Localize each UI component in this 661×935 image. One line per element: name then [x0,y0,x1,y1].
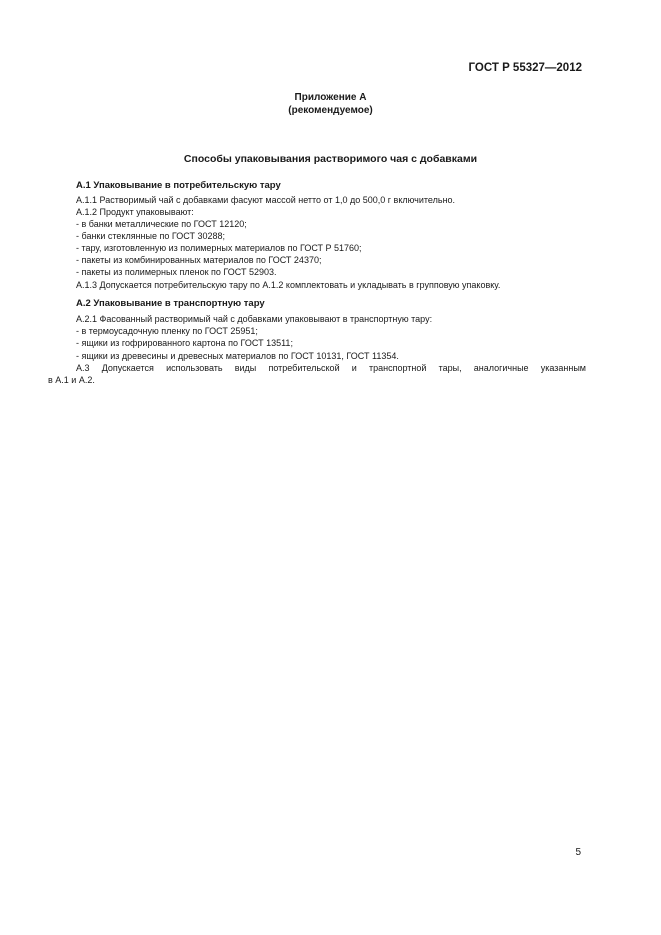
list-item: - в термоусадочную пленку по ГОСТ 25951; [76,326,258,336]
text-line: А.1.2 Продукт упаковывают: [76,207,194,217]
section-heading-a2: А.2 Упаковывание в транспортную тару [76,298,265,309]
text-line: А.2.1 Фасованный растворимый чай с добавками упаковывают в транспортную тару: [76,314,433,324]
final-paragraph-line1: А.3 Допускается использовать виды потребительской и транспортной тары, аналогичные указанным [76,363,586,373]
list-item: - ящики из гофрированного картона по ГОСТ 13511; [76,338,293,348]
appendix-subtitle: (рекомендуемое) [288,105,373,116]
text-line: А.1.3 Допускается потребительскую тару по А.1.2 комплектовать и укладывать в групповую упаковку. [76,280,501,290]
text-line: А.1.1 Растворимый чай с добавками фасуют массой нетто от 1,0 до 500,0 г включительно. [76,195,456,205]
list-item: - пакеты из комбинированных материалов по ГОСТ 24370; [76,255,322,265]
list-item: - в банки металлические по ГОСТ 12120; [76,219,247,229]
list-item: - пакеты из полимерных пленок по ГОСТ 52903. [76,267,277,277]
appendix-title: Приложение А [294,92,367,103]
section-heading-a1: А.1 Упаковывание в потребительскую тару [76,180,281,191]
final-paragraph-line2: в А.1 и А.2. [48,375,95,385]
list-item: - тару, изготовленную из полимерных материалов по ГОСТ Р 51760; [76,243,362,253]
page-number: 5 [575,847,581,858]
list-item: - ящики из древесины и древесных материалов по ГОСТ 10131, ГОСТ 11354. [76,351,399,361]
main-heading: Способы упаковывания растворимого чая с добавками [183,153,478,165]
list-item: - банки стеклянные по ГОСТ 30288; [76,231,225,241]
document-code: ГОСТ Р 55327—2012 [468,62,582,74]
